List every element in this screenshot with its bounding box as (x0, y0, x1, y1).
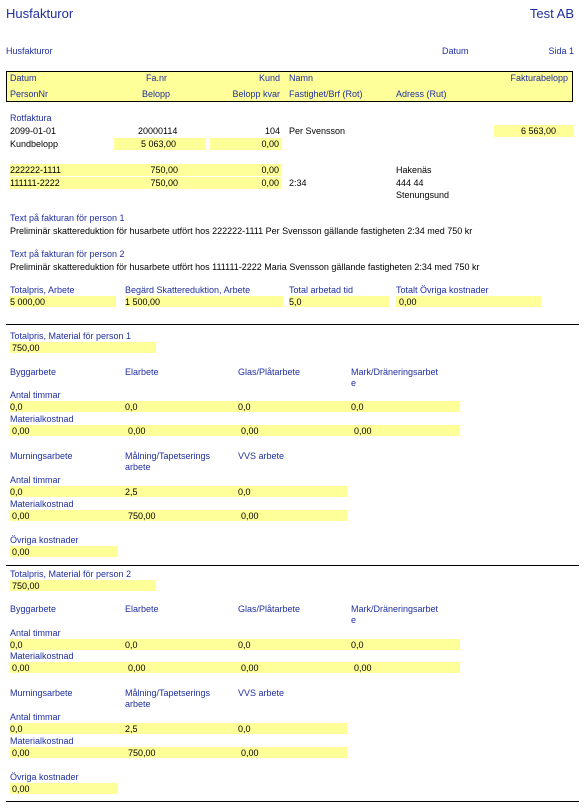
m2-h-malning: Målning/Tapetserings (125, 688, 211, 698)
m1-k-3: 0,00 (354, 426, 372, 436)
person1-belopp: 750,00 (150, 165, 178, 175)
total-value-tid: 5,0 (289, 297, 302, 307)
m1-t-0: 0,0 (10, 402, 23, 412)
invoice-name: Per Svensson (289, 126, 346, 136)
material1-title: Totalpris, Material för person 1 (10, 331, 132, 341)
m1-h-el: Elarbete (125, 367, 159, 377)
m2-k2-0: 0,00 (12, 748, 30, 758)
m1-h-murning: Murningsarbete (10, 451, 73, 461)
invoice-date: 2099-01-01 (10, 126, 57, 136)
m1-t2-1: 2,5 (125, 487, 138, 497)
total-label-skattereduktion: Begärd Skattereduktion, Arbete (125, 285, 251, 295)
m2-t-2: 0,0 (238, 640, 251, 650)
m1-k-2: 0,00 (241, 426, 259, 436)
m2-h-glas: Glas/Plåtarbete (238, 604, 301, 614)
m2-k2-2: 0,00 (241, 748, 259, 758)
col-belopp: Belopp (142, 89, 171, 99)
total-value-skattereduktion: 1 500,00 (125, 297, 161, 307)
m2-kostnad-label-2: Materialkostnad (10, 736, 74, 746)
person1-kvar: 0,00 (261, 165, 279, 175)
m1-h-malning-2: arbete (125, 462, 151, 472)
m1-h-malning: Målning/Tapetserings (125, 451, 211, 461)
report-title: Husfakturor (6, 6, 74, 21)
m2-h-vvs: VVS arbete (238, 688, 285, 698)
m1-t2-0: 0,0 (10, 487, 23, 497)
m2-t2-2: 0,0 (238, 724, 251, 734)
person1-pnr: 222222-1111 (10, 165, 62, 175)
col-personnr: PersonNr (10, 89, 49, 99)
invoice-customer: 104 (264, 126, 280, 136)
col-adress: Adress (Rut) (396, 89, 447, 99)
m2-t-3: 0,0 (351, 640, 364, 650)
text-person1-body: Preliminär skattereduktion för husarbete utfört hos 222222-1111 Per Svensson gällande fastigheten 2:34 med 750 kr (10, 226, 473, 236)
m1-h-bygg: Byggarbete (10, 367, 57, 377)
m2-h-mark-2: e (351, 615, 357, 625)
person2-belopp: 750,00 (150, 178, 178, 188)
m1-t2-2: 0,0 (238, 487, 251, 497)
col-datum: Datum (10, 73, 37, 83)
m1-h-mark: Mark/Dräneringsarbet (351, 367, 439, 377)
section-divider (6, 324, 579, 325)
m2-ovriga: 0,00 (12, 784, 30, 794)
kundbelopp-kvar: 0,00 (261, 139, 279, 149)
m2-t2-1: 2,5 (125, 724, 138, 734)
m1-kostnad-label-2: Materialkostnad (10, 499, 74, 509)
m1-t-1: 0,0 (125, 402, 138, 412)
total-value-arbete: 5 000,00 (10, 297, 46, 307)
person1-adress-3: Stenungsund (396, 190, 450, 200)
m1-k-0: 0,00 (12, 426, 30, 436)
m1-kostnad-label: Materialkostnad (10, 414, 74, 424)
col-namn: Namn (289, 73, 314, 83)
m2-timmar-label: Antal timmar (10, 628, 61, 638)
m1-ovriga-label: Övriga kostnader (10, 535, 79, 545)
date-label: Datum (442, 46, 469, 56)
col-fanr: Fa.nr (146, 73, 168, 83)
col-fakturabelopp: Fakturabelopp (510, 73, 568, 83)
m2-h-mark: Mark/Dräneringsarbet (351, 604, 439, 614)
m2-k-3: 0,00 (354, 663, 372, 673)
m2-h-bygg: Byggarbete (10, 604, 57, 614)
company-name: Test AB (529, 6, 574, 21)
total-label-ovriga: Totalt Övriga kostnader (396, 285, 489, 295)
invoice-amount: 6 563,00 (520, 126, 556, 136)
text-person2-body: Preliminär skattereduktion för husarbete utfört hos 111111-2222 Maria Svensson gällande fastigheten 2:34 med 750 kr (10, 262, 480, 272)
m1-t-2: 0,0 (238, 402, 251, 412)
section-divider-2 (6, 565, 579, 566)
col-belopp-kvar: Belopp kvar (232, 89, 280, 99)
m2-t-1: 0,0 (125, 640, 138, 650)
m2-ovriga-label: Övriga kostnader (10, 772, 79, 782)
text-person2-label: Text på fakturan för person 2 (10, 249, 125, 259)
m1-h-mark-2: e (351, 378, 357, 388)
m1-k2-1: 750,00 (128, 511, 156, 521)
m2-timmar-label-2: Antal timmar (10, 712, 61, 722)
m1-k2-2: 0,00 (241, 511, 259, 521)
m2-k-0: 0,00 (12, 663, 30, 673)
m2-k-2: 0,00 (241, 663, 259, 673)
person1-adress-1: Hakenäs (396, 165, 432, 175)
total-label-arbete: Totalpris, Arbete (10, 285, 75, 295)
person1-adress-2: 444 44 (396, 178, 424, 188)
m1-h-glas: Glas/Plåtarbete (238, 367, 301, 377)
person2-kvar: 0,00 (261, 178, 279, 188)
m2-h-malning-2: arbete (125, 699, 151, 709)
m1-t-3: 0,0 (351, 402, 364, 412)
page-number: Sida 1 (548, 46, 574, 56)
m1-k2-0: 0,00 (12, 511, 30, 521)
m2-kostnad-label: Materialkostnad (10, 651, 74, 661)
person2-fastighet: 2:34 (289, 178, 307, 188)
material1-total: 750,00 (12, 343, 40, 353)
col-kund: Kund (258, 73, 280, 83)
m2-t2-0: 0,0 (10, 724, 23, 734)
kundbelopp-value: 5 063,00 (140, 139, 176, 149)
person2-pnr: 111111-2222 (10, 178, 60, 188)
col-fastighet: Fastighet/Brf (Rot) (289, 89, 363, 99)
m2-h-el: Elarbete (125, 604, 159, 614)
invoice-type: Rotfaktura (10, 113, 52, 123)
m2-h-murning: Murningsarbete (10, 688, 73, 698)
invoice-number: 20000114 (138, 126, 178, 136)
m1-timmar-label-2: Antal timmar (10, 475, 61, 485)
m1-ovriga: 0,00 (12, 547, 30, 557)
m1-k-1: 0,00 (128, 426, 146, 436)
m2-k2-1: 750,00 (128, 748, 156, 758)
total-value-ovriga: 0,00 (399, 297, 417, 307)
m1-timmar-label: Antal timmar (10, 390, 61, 400)
m2-t-0: 0,0 (10, 640, 23, 650)
kundbelopp-label: Kundbelopp (10, 139, 59, 149)
material2-title: Totalpris, Material för person 2 (10, 569, 132, 579)
material2-total: 750,00 (12, 581, 40, 591)
report-subtitle: Husfakturor (6, 46, 53, 56)
total-label-tid: Total arbetad tid (289, 285, 354, 295)
section-divider-3 (6, 801, 579, 802)
m2-k-1: 0,00 (128, 663, 146, 673)
text-person1-label: Text på fakturan för person 1 (10, 213, 125, 223)
m1-h-vvs: VVS arbete (238, 451, 285, 461)
